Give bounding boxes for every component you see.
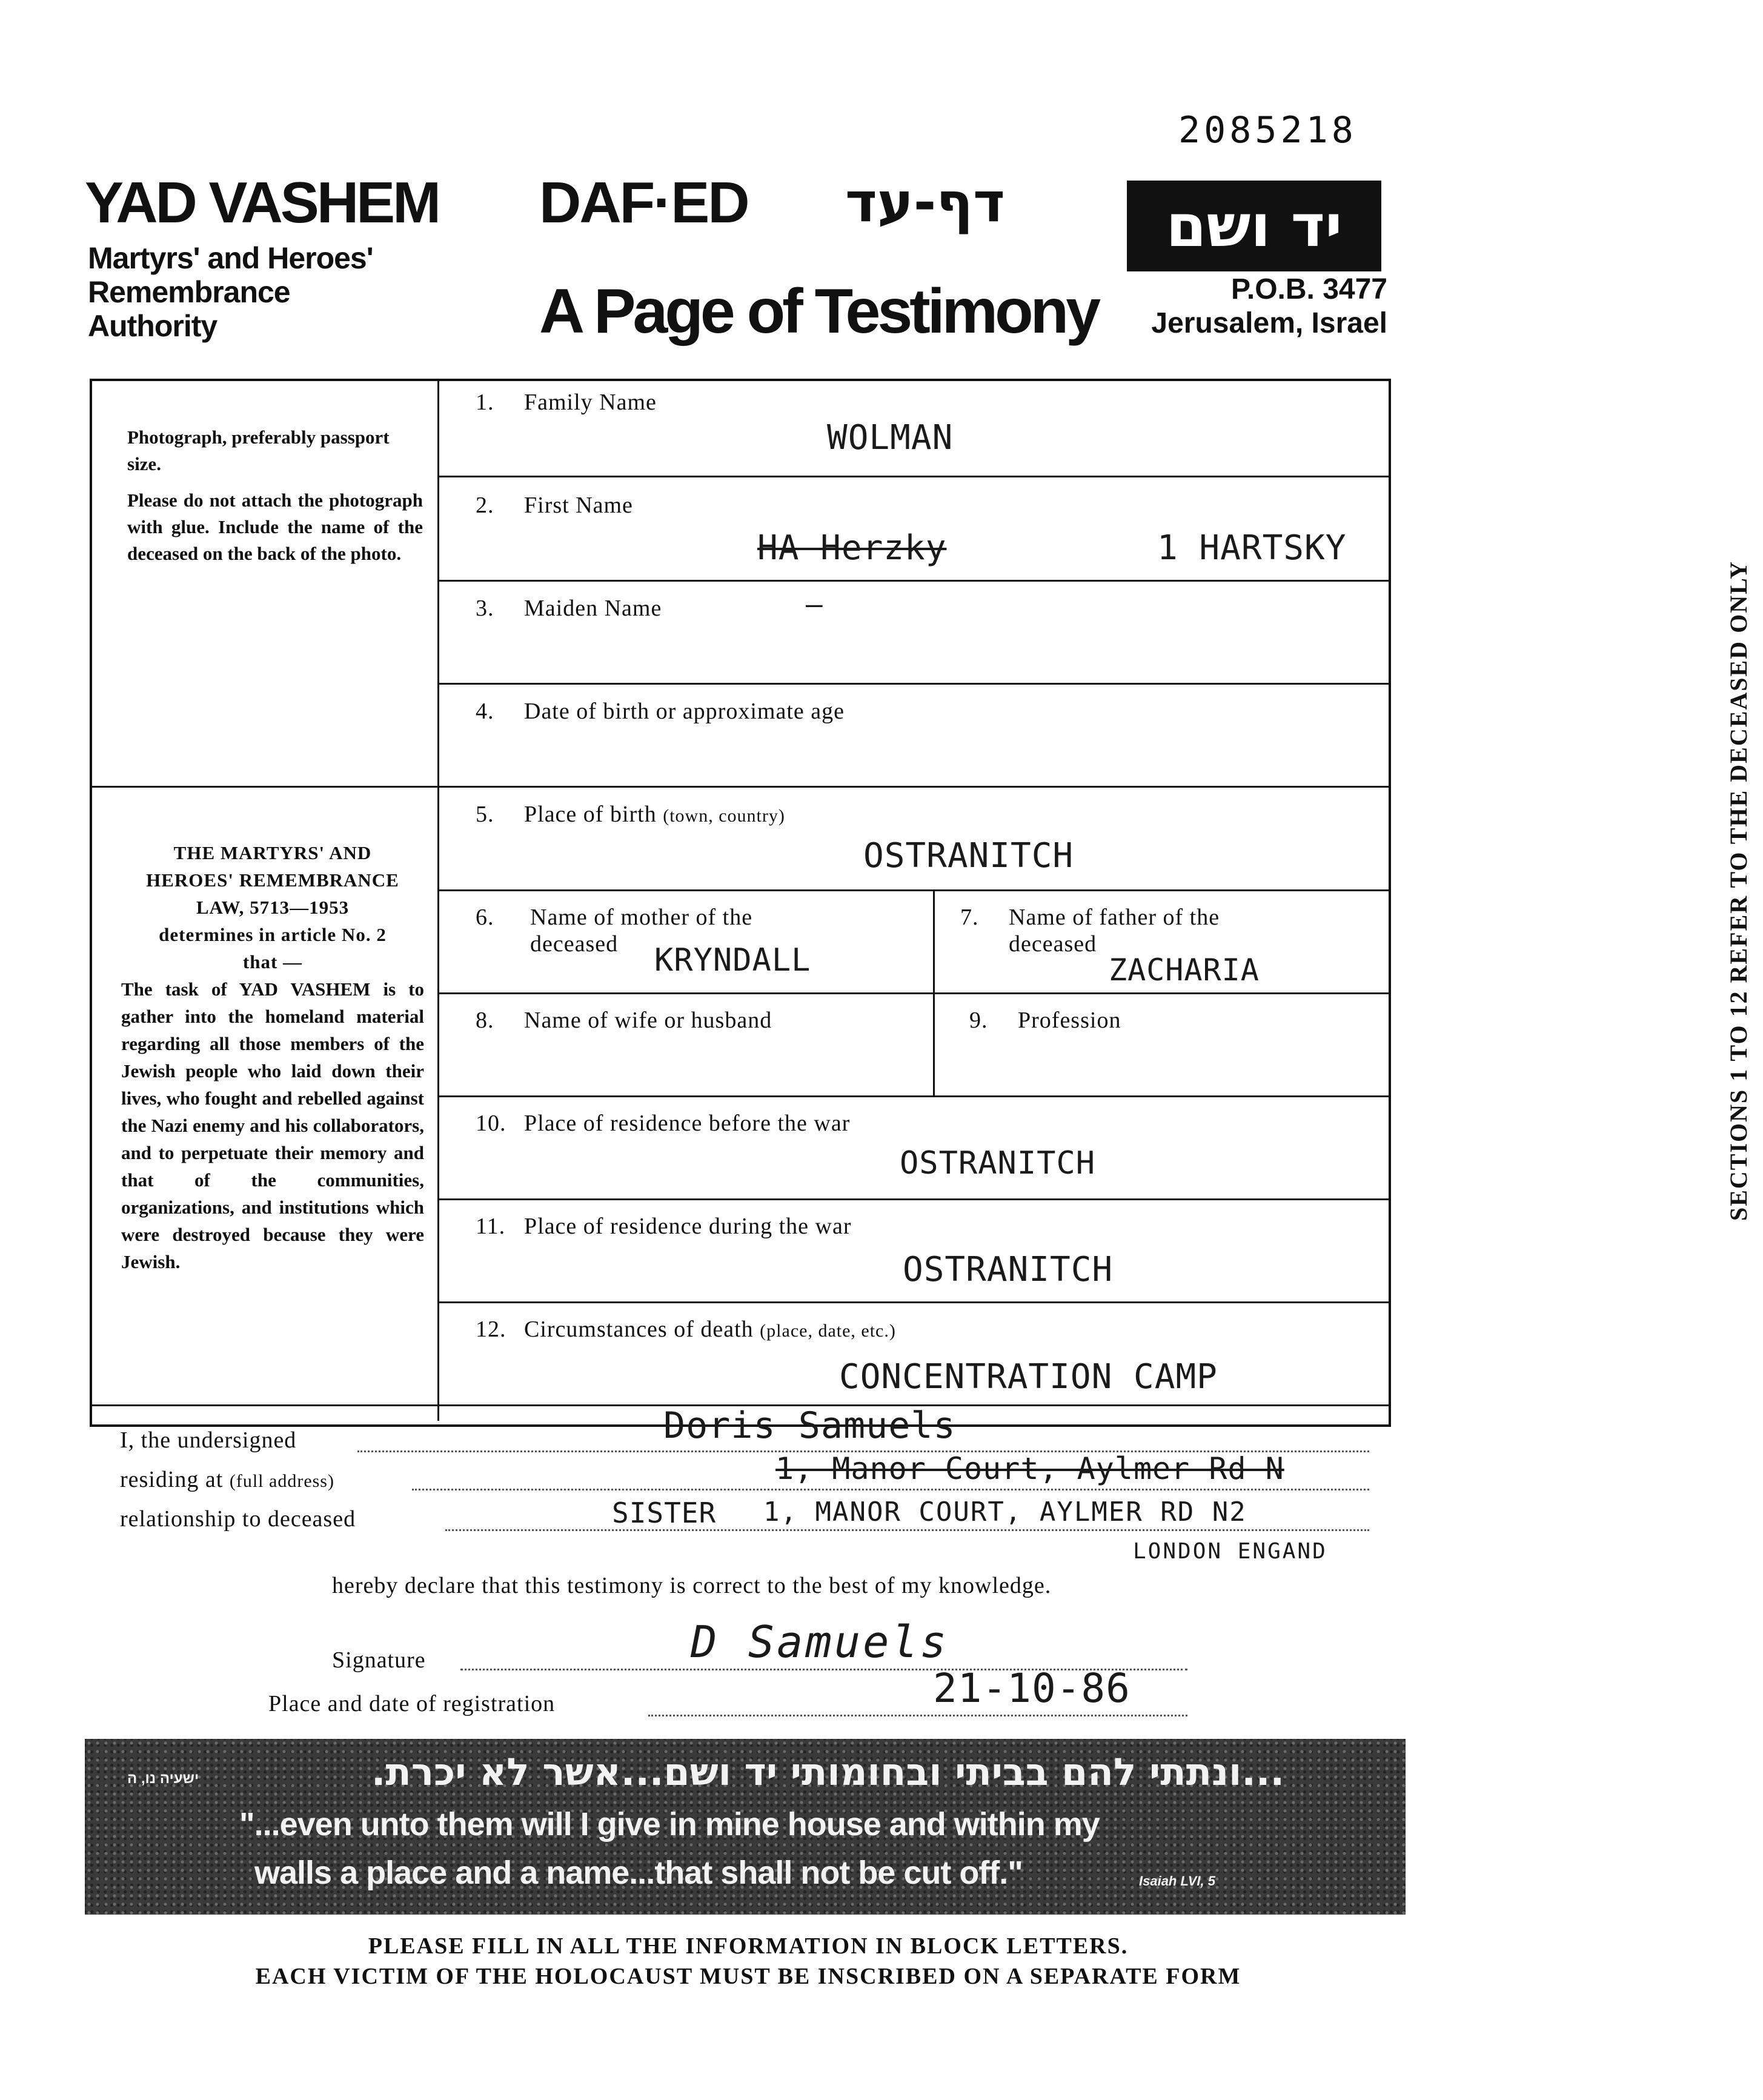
photo-instructions-panel: [127, 424, 423, 577]
residing-label-note: (full address): [229, 1471, 334, 1491]
daf-ed-hebrew-title: דף-עד: [845, 171, 1005, 234]
field-number: 12.: [476, 1317, 506, 1342]
place-date-value[interactable]: 21-10-86: [933, 1665, 1131, 1712]
field-label: Maiden Name: [524, 596, 662, 621]
field-label: Name of wife or husband: [524, 1008, 772, 1033]
field-number: 5.: [476, 802, 494, 827]
field-label: Profession: [1018, 1008, 1121, 1033]
field-number: 4.: [476, 699, 494, 724]
law-title-3: LAW, 5713—1953: [196, 897, 350, 918]
circumstances-of-death-value[interactable]: CONCENTRATION CAMP: [839, 1357, 1218, 1397]
photo-note: Photograph, preferably passport size.: [127, 427, 390, 474]
field-spouse-name-label: [476, 1007, 772, 1034]
org-subtitle-line-1: Martyrs' and Heroes': [88, 241, 373, 275]
address-value[interactable]: 1, MANOR COURT, AYLMER RD N2: [763, 1497, 1247, 1527]
field-date-of-birth-label: [476, 698, 845, 725]
field-number: 1.: [476, 390, 494, 415]
photo-instructions: Please do not attach the photograph with glue. Include the name of the deceased on the back of the photo.: [127, 490, 423, 564]
place-of-birth-value[interactable]: OSTRANITCH: [863, 836, 1074, 876]
row-line: [437, 992, 1391, 994]
row-line: [437, 683, 1391, 685]
field-label: First Name: [524, 493, 633, 518]
org-name: YAD VASHEM: [85, 170, 439, 235]
place-date-label: Place and date of registration: [268, 1691, 556, 1716]
yad-vashem-logo: יד ושם: [1127, 181, 1381, 271]
banner-english-line-1: "...even unto them will I give in mine house and within my: [239, 1806, 1100, 1842]
law-title-2: HEROES' REMEMBRANCE: [146, 869, 399, 891]
org-subtitle: [88, 241, 373, 343]
law-panel: [121, 839, 424, 1275]
field-number: 11.: [476, 1214, 506, 1239]
field-label: Place of residence before the war: [524, 1111, 851, 1136]
mother-name-value[interactable]: KRYNDALL: [654, 942, 811, 979]
field-number: 8.: [476, 1008, 494, 1033]
po-box: P.O.B. 3477: [1231, 273, 1387, 305]
row-line: [437, 1095, 1391, 1097]
field-label: Date of birth or approximate age: [524, 699, 845, 724]
field-label: Circumstances of death: [524, 1317, 754, 1342]
relationship-line: [445, 1528, 1369, 1531]
law-text: The task of YAD VASHEM is to gather into the homeland material regarding all those members of the Jewish people who laid down their lives, who fought and rebelled against the Nazi enemy and his collaborators, and to perpetuate their memory and that of the communities, organizations, and institutions which were destroyed because they were Jewish.: [121, 979, 424, 1272]
serial-number: 2085218: [1178, 109, 1357, 151]
residence-before-war-value[interactable]: OSTRANITCH: [900, 1145, 1096, 1181]
father-name-value[interactable]: ZACHARIA: [1109, 952, 1260, 988]
field-number: 7.: [960, 905, 979, 930]
isaiah-quote-banner: [85, 1739, 1406, 1915]
panel-divider: [437, 379, 439, 1421]
field-father-name-label: [960, 904, 1220, 957]
declaration-text: hereby declare that this testimony is correct to the best of my knowledge.: [332, 1573, 1052, 1598]
field-circumstances-of-death-label: [476, 1316, 896, 1343]
field-label-line-2: deceased: [1009, 931, 1097, 957]
row-line: [437, 1198, 1391, 1200]
row-line: [437, 889, 1391, 891]
field-label-line-2: deceased: [530, 931, 619, 957]
field-number: 9.: [969, 1008, 988, 1033]
undersigned-value[interactable]: Doris Samuels: [663, 1404, 956, 1447]
page-title: A Page of Testimony: [539, 276, 1098, 347]
residing-line: [412, 1487, 1369, 1490]
signature-value[interactable]: D Samuels: [691, 1617, 949, 1667]
field-label-note: (place, date, etc.): [760, 1321, 896, 1341]
column-divider: [933, 889, 935, 1095]
banner-english-reference: Isaiah LVI, 5: [1139, 1873, 1215, 1889]
law-title-5: that —: [242, 951, 303, 972]
footer-instruction-1: PLEASE FILL IN ALL THE INFORMATION IN BLOCK LETTERS.: [368, 1933, 1129, 1959]
field-label: Place of birth: [524, 802, 657, 827]
field-number: 3.: [476, 596, 494, 621]
field-label: Family Name: [524, 390, 657, 415]
row-line: [437, 1301, 1391, 1303]
field-place-of-birth-label: [476, 801, 785, 828]
banner-hebrew-quote: ...ונתתי להם בביתי ובחומותי יד ושם...אשר לא יכרת.: [371, 1750, 1284, 1794]
address-value-2[interactable]: LONDON ENGAND: [1133, 1539, 1327, 1564]
maiden-name-value[interactable]: —: [806, 588, 823, 620]
city: Jerusalem, Israel: [1151, 307, 1387, 339]
residing-struck-value: 1, Manor Court, Aylmer Rd N: [775, 1451, 1284, 1486]
first-name-struck-value: HA Herzky: [757, 528, 947, 568]
field-label: Place of residence during the war: [524, 1214, 852, 1239]
field-residence-before-war-label: [476, 1110, 850, 1137]
relationship-label: relationship to deceased: [120, 1506, 356, 1532]
banner-english-line-2: walls a place and a name...that shall not be cut off.": [254, 1855, 1023, 1891]
left-panel-split: [90, 786, 439, 788]
sections-side-note: SECTIONS 1 TO 12 REFER TO THE DECEASED ONLY: [1725, 560, 1752, 1221]
postal-address: [1133, 273, 1387, 341]
field-family-name-label: [476, 389, 657, 416]
field-number: 2.: [476, 493, 494, 518]
law-title-4: determines in article No. 2: [159, 924, 387, 945]
field-label-line-1: Name of mother of the: [530, 905, 753, 930]
family-name-value[interactable]: WOLMAN: [827, 418, 954, 457]
relationship-value[interactable]: SISTER: [612, 1497, 717, 1529]
residence-during-war-value[interactable]: OSTRANITCH: [903, 1250, 1114, 1289]
org-subtitle-line-2: Remembrance: [88, 275, 290, 309]
field-first-name-label: [476, 492, 633, 519]
org-subtitle-line-3: Authority: [88, 309, 217, 343]
undersigned-label: I, the undersigned: [120, 1427, 297, 1453]
field-label-line-1: Name of father of the: [1009, 905, 1220, 930]
daf-ed-title: DAF·ED: [539, 170, 748, 235]
residing-label-text: residing at: [120, 1467, 224, 1492]
banner-hebrew-reference: ישעיה נו, ה: [127, 1770, 199, 1787]
field-label-note: (town, country): [663, 806, 785, 826]
first-name-value[interactable]: 1 HARTSKY: [1157, 528, 1347, 568]
field-number: 6.: [476, 905, 494, 930]
field-residence-during-war-label: [476, 1213, 852, 1240]
row-line: [437, 476, 1391, 477]
residing-label: [120, 1466, 334, 1493]
field-profession-label: [969, 1007, 1121, 1034]
place-date-line: [648, 1713, 1187, 1716]
law-title-1: THE MARTYRS' AND: [173, 842, 372, 863]
footer-instruction-2: EACH VICTIM OF THE HOLOCAUST MUST BE INSCRIBED ON A SEPARATE FORM: [255, 1964, 1241, 1989]
signature-label: Signature: [332, 1647, 426, 1673]
field-number: 10.: [476, 1111, 506, 1136]
row-line: [437, 580, 1391, 582]
field-maiden-name-label: [476, 595, 662, 622]
row-line: [437, 786, 1391, 788]
